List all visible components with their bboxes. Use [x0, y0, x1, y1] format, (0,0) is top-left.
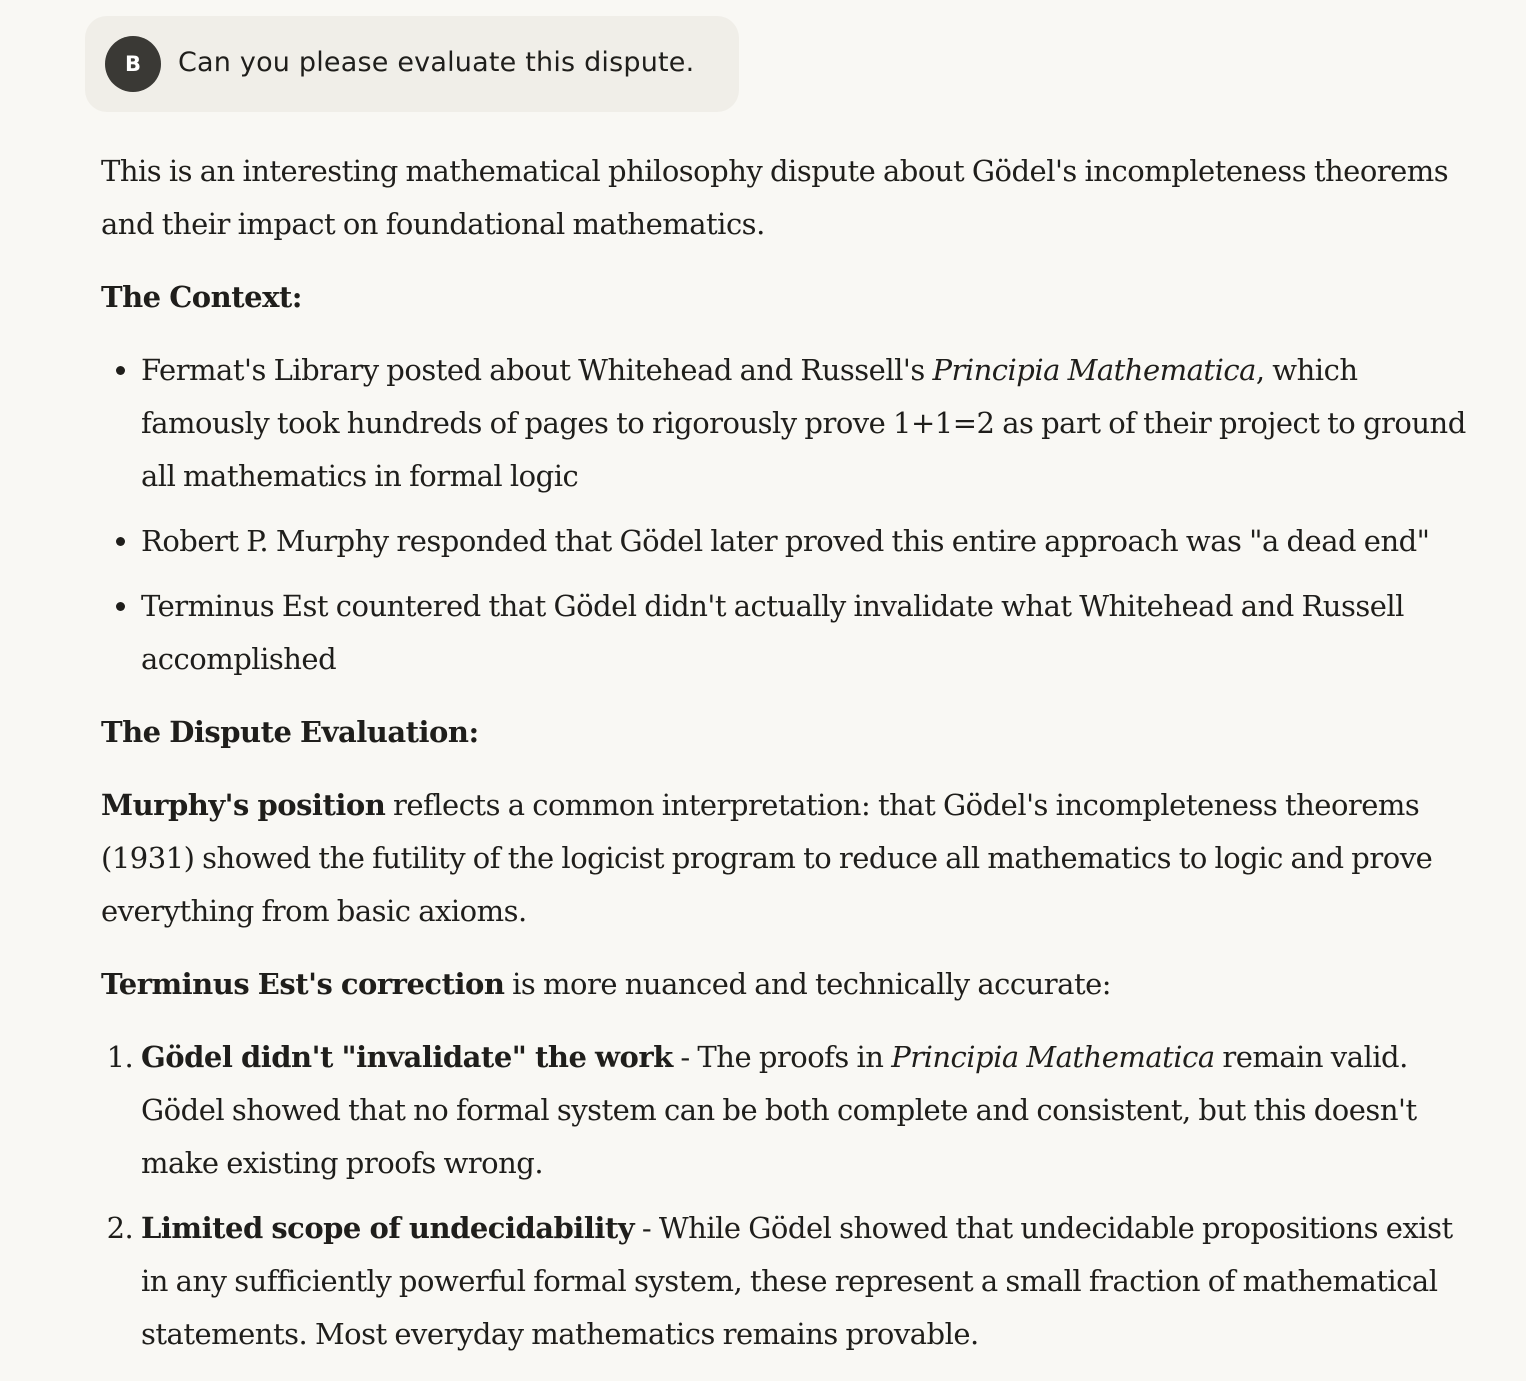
user-avatar: B — [105, 36, 161, 92]
user-message-text: Can you please evaluate this dispute. — [178, 47, 695, 78]
context-list — [101, 344, 1471, 686]
terminus-paragraph: Terminus Est's correction is more nuanced and technically accurate: — [101, 967, 1112, 1001]
list-item: • Terminus Est countered that Gödel didn't actually invalidate what Whitehead and Russell accomplished — [141, 580, 1471, 686]
points-list — [101, 1031, 1471, 1361]
assistant-response — [101, 145, 1471, 1381]
list-item: 1. Gödel didn't "invalidate" the work - The proofs in Principia Mathematica remain valid. Gödel showed that no formal system can be both complete and consistent, but this doesn't make existing proofs wrong. — [141, 1031, 1471, 1190]
murphy-paragraph: Murphy's position reflects a common interpretation: that Gödel's incompleteness theorems (1931) showed the futility of the logicist program to reduce all mathematics to logic and prove everything from basic axioms. — [101, 788, 1433, 928]
list-item: • Fermat's Library posted about Whitehead and Russell's Principia Mathematica, which famously took hundreds of pages to rigorously prove 1+1=2 as part of their project to ground all mathematics in formal logic — [141, 344, 1471, 503]
user-message-bubble — [85, 16, 739, 112]
list-item: • Robert P. Murphy responded that Gödel later proved this entire approach was "a dead end" — [141, 515, 1471, 568]
response-intro: This is an interesting mathematical philosophy dispute about Gödel's incompleteness theorems and their impact on foundational mathematics. — [101, 154, 1449, 241]
context-heading: The Context: — [101, 280, 302, 314]
list-item: 2. Limited scope of undecidability - While Gödel showed that undecidable propositions exist in any sufficiently powerful formal system, these represent a small fraction of mathematical statements. Most everyday mathematics remains provable. — [141, 1202, 1471, 1361]
evaluation-heading: The Dispute Evaluation: — [101, 715, 479, 749]
